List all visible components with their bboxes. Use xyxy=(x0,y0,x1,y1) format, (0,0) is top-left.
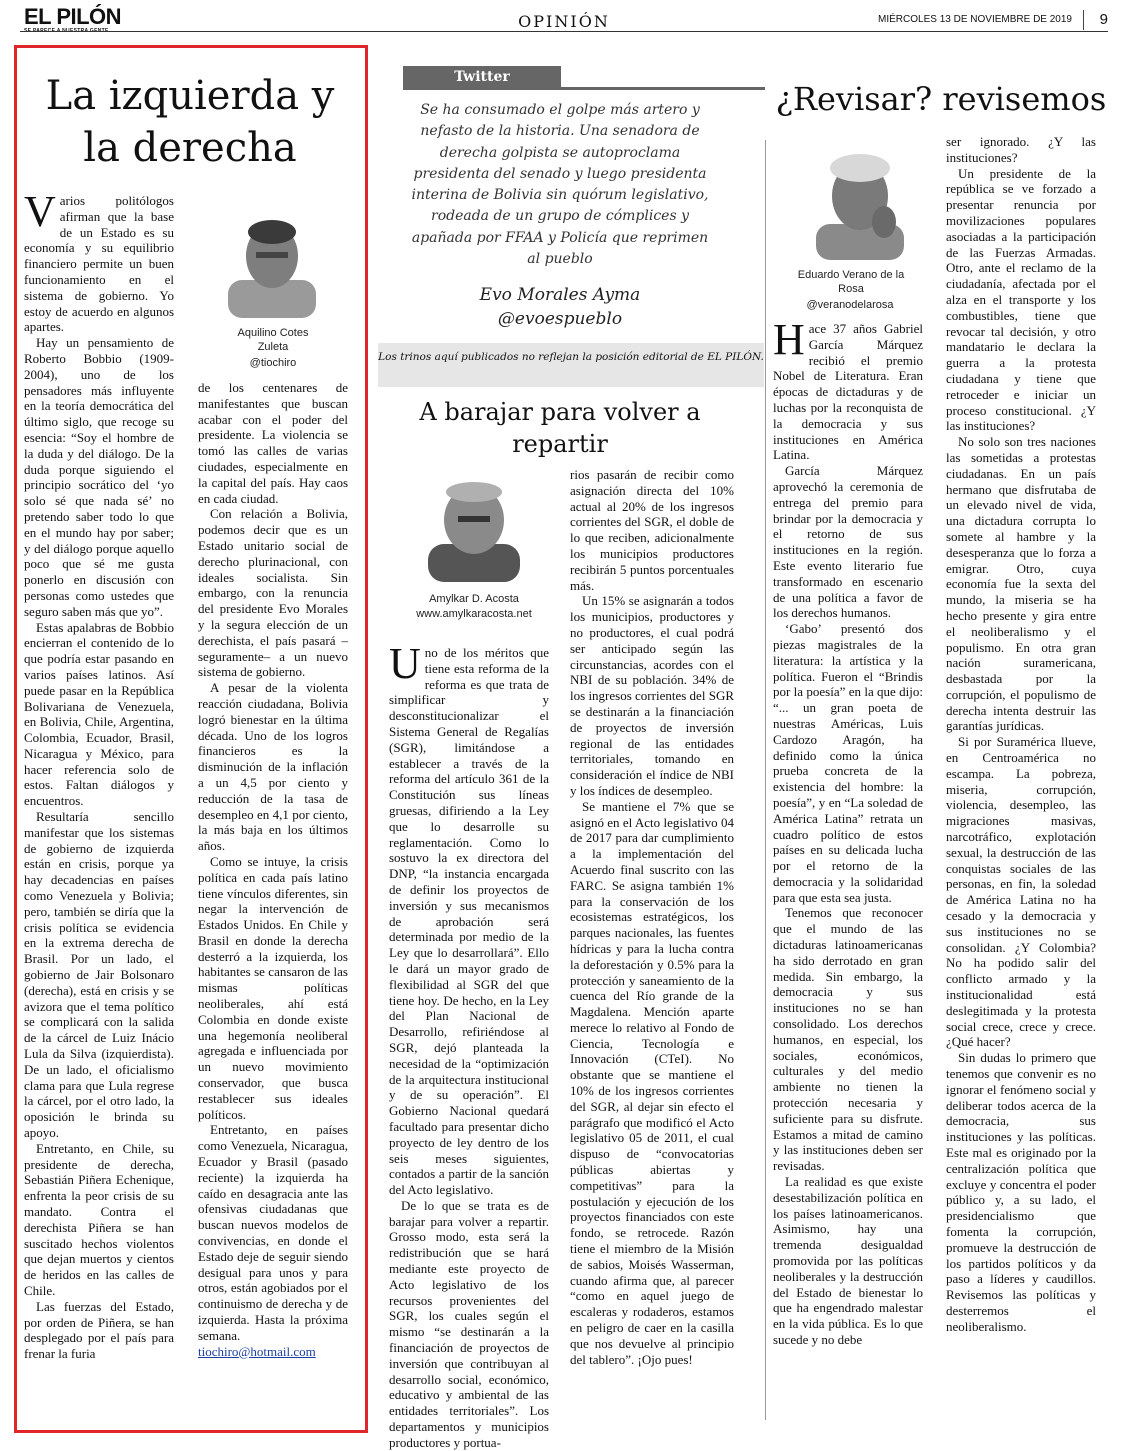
tweet-author-name: Evo Morales Ayma xyxy=(479,285,641,305)
article3-paragraph: García Márquez aprovechó la ceremonia de entrega del premio para brindar por la democracia y el retorno de sus instituciones en la región. Este evento literario fue transformado en escenario de una política a favor de los derechos humanos. xyxy=(773,463,923,621)
section-title: OPINIÓN xyxy=(518,12,610,31)
article3-author-handle: @veranodelarosa xyxy=(806,299,894,311)
article2-title: A barajar para volver a repartir xyxy=(419,398,701,458)
header-divider xyxy=(1083,10,1084,30)
issue-date: MIÉRCOLES 13 DE NOVIEMBRE DE 2019 xyxy=(878,14,1072,25)
article2-author-name: Amylkar D. Acosta xyxy=(429,593,519,605)
column-rule xyxy=(765,140,766,1420)
article3-paragraph: ser ignorado. ¿Y las instituciones? xyxy=(946,134,1096,165)
article1-paragraph: Las fuerzas del Estado, por orden de Piñera, se han desplegado por el país para frenar la furia xyxy=(24,1298,174,1362)
article2-author-photo xyxy=(424,470,524,582)
twitter-tab: Twitter xyxy=(403,66,561,88)
article1-paragraph: Varios politólogos afirman que la base de un Estado es su economía y su equilibrio financiero permite un buen funcionamiento en el sistema de gobierno. Yo estoy de acuerdo en algunos apartes. xyxy=(24,187,174,335)
article2-column-1 xyxy=(389,639,549,1451)
tweet-text: Se ha consumado el golpe más artero y nefasto de la historia. Una senadora de derecha golpista se autoproclama presidenta del senado y luego presidenta interina de Bolivia sin quórum legislativo, rodeada de un grupo de cómplices y apañada por FFAA y Policía que reprimen al pueblo xyxy=(411,102,709,268)
article3-column-1 xyxy=(773,315,923,1348)
article1-paragraph: Entretanto, en Chile, su presidente de derecha, Sebastián Piñera Echenique, enfrenta la peor crisis de su mandato. Contra el derechista Piñera se han suscitado hechos violentos que dejan muertos y cientos de heridos en las calles de Chile. xyxy=(24,1140,174,1298)
article1-paragraph: Como se intuye, la crisis política en cada país latino tiene vínculos diferentes, sin negar la intervención de Estados Unidos. En Chile y Brasil en donde la derecha desterró a la izquierda, los habitantes se cansaron de las mismas políticas neoliberales, ahí está Colombia en donde existe una hegemonía neoliberal agregada e influenciada por un nuevo movimiento conservador, que busca restablecer sus ideales políticos. xyxy=(198,853,348,1122)
tweet-author xyxy=(410,283,710,331)
drop-cap: U xyxy=(389,639,421,688)
article1-paragraph: de los centenares de manifestantes que buscan acabar con el poder del presidente. La violencia se tomó las calles de varias ciudades, especialmente en la capital del país. Hay caos en cada ciudad. xyxy=(198,380,348,506)
article1-paragraph: Entretanto, en países como Venezuela, Nicaragua, Ecuador y Brasil (pasado reciente) la izquierda ha caído en desagracia ante las ofensivas ciudadanas que buscan nuevos modelos de convivencias, en donde el Estado deje de seguir siendo desigual para unos y para otros, están agobiados por el continuismo de derecha y de izquierda. Hasta la próxima semana. tiochiro@hotmail.com xyxy=(198,1122,348,1359)
page-number: 9 xyxy=(1099,11,1108,28)
article3-author-name: Eduardo Verano de la Rosa xyxy=(797,269,905,295)
article3-paragraph: ‘Gabo’ presentó dos piezas magistrales de la literatura: la artística y la política. Fueron el “Brindis por la poesía” en la que dijo: “... un gran poeta de nuestras Américas, Luis Cardozo Aragón, ha definido como la única prueba concreta de la existencia del hombre: la poesía”, y en “La soledad de América Latina” retrata un cuadro político de estos países en su delicada lucha por el retorno de la democracia y la solidaridad para que esta sea justa. xyxy=(773,621,923,905)
article1-column-2 xyxy=(198,380,348,1359)
twitter-disclaimer: Los trinos aquí publicados no reflejan la posición editorial de EL PILÓN. xyxy=(378,343,764,387)
article1-column-1 xyxy=(24,187,174,1362)
article3-paragraph: La realidad es que existe desestabilización política en los países latinoamericanos. Asimismo, hay una tremenda desigualdad promovida por las políticas neoliberales y la destrucción del Estado de bienestar lo que ha engendrado malestar en la vida pública. Es lo que sucede y no debe xyxy=(773,1174,923,1347)
article3-title: ¿Revisar? revisemos xyxy=(775,80,1107,118)
logo: EL PILÓN xyxy=(24,4,122,29)
article2-paragraph: De lo que se trata es de barajar para volver a repartir. Grosso modo, esta será la redistribución que se hará mediante este proyecto de Acto legislativo de los recursos provenientes del SGR, los cuales según el mismo “se destinarán a la financiación de proyectos de inversión que contribuyan al desarrollo social, económico, educativo y ambiental de las entidades territoriales”. Los departamentos y municipios productores y portua- xyxy=(389,1197,549,1450)
article2-paragraph: Un 15% se asignarán a todos los municipios, productores y no productores, el cual podrá ser anticipado según las circunstancias, acordes con el NBI de su población. 34% de los ingresos corrientes del SGR se destinarán a la financiación de proyectos de inversión regional de las entidades territoriales, tomando en consideración el índice de NBI y los índices de desempleo. xyxy=(570,593,734,798)
article3-paragraph: Hace 37 años Gabriel García Márquez recibió el premio Nobel de Literatura. Eran épocas de dictaduras y de luchas por la reconquista de la democracia y sus instituciones en América Latina. xyxy=(773,315,923,463)
article1-paragraph: A pesar de la violenta reacción ciudadana, Bolivia logró bienestar en la última década. Uno de los logros financieros es la disminución de la inflación a un 4,5 por ciento y reducción de la tasa de desempleo en 4,1 por ciento, la más baja en los últimos años. xyxy=(198,680,348,854)
article1-author-photo xyxy=(226,208,318,318)
article1-title: La izquierda y la derecha xyxy=(45,73,335,171)
article2-author-site[interactable]: www.amylkaracosta.net xyxy=(416,608,532,620)
article1-author-handle: @tiochiro xyxy=(249,357,297,369)
article1-paragraph: Estas apalabras de Bobbio encierran el contenido de lo que podría estar pasando en varios países latinos. Así puede pasar en la República Bolivariana de Venezuela, en Bolivia, Chile, Argentina, Colombia, Ecuador, Brasil, Nicaragua y México, para hacer referencia solo de estos. Faltan diálogos y encuentros. xyxy=(24,619,174,809)
article1-author-name: Aquilino Cotes Zuleta xyxy=(237,327,309,353)
article1-paragraph: Resultaría sencillo manifestar que los sistemas de gobierno de izquierda están en crisis, porque ya hay decadencias en países como Venezuela y Bolivia; pero, también se diría que la crisis política se evidencia en la extrema derecha de Brasil. Por un lado, el gobierno de Jair Bolsonaro (derecha), está en crisis y se avizora que el tema político se complicará con la salida de la cárcel de Luiz Inácio Lula da Silva (izquierdista). De un lado, el oficialismo clama para que Lula regrese la cárcel, por el otro lado, la oposición le brinda su apoyo. xyxy=(24,809,174,1141)
article1-paragraph: Con relación a Bolivia, podemos decir que es un Estado unitario social de derecho plurinacional, con ideales socialista. Sin embargo, con la renuncia del presidente Evo Morales y la segura elección de un derechista, el país pasará –seguramente– a un nuevo sistema de gobierno. xyxy=(198,506,348,680)
article3-author-photo xyxy=(810,140,910,260)
article2-paragraph: rios pasarán de recibir como asignación directa del 10% actual al 20% de los ingresos corrientes del SGR, el doble de lo que reciben, adicionalmente los municipios productores recibirán 5 puntos porcentuales más. xyxy=(570,467,734,593)
article3-paragraph: Un presidente de la república se ve forzado a presentar renuncia por movilizaciones populares asociadas a la participación de las Fuerzas Armadas. Otro, ante el reclamo de la ciudadanía, afectada por el alza en el transporte y los combustibles, tiene que revocar tal decisión, y otro mandatario le declara la guerra a la protesta ciudadana y tiene que retroceder e iniciar un proceso constitucional. ¿Y las instituciones? xyxy=(946,165,1096,434)
article3-paragraph: Tenemos que reconocer que el mundo de las dictaduras latinoamericanas ha sido derrotado en gran medida. Sin embargo, la democracia y sus instituciones no se han consolidado. Los derechos humanos, en especial, los sociales, económicos, culturales y del medio ambiente no tienen la protección necesaria y suficiente para su disfrute. Estamos a mitad de camino y las instituciones deben ser revisadas. xyxy=(773,905,923,1174)
drop-cap: H xyxy=(773,315,805,364)
article2-paragraph: Uno de los méritos que tiene esta reforma de la reforma es que trata de simplificar y desconstitucionalizar el Sistema General de Regalías (SGR), limitándose a establecer a través de la reforma del artículo 361 de la Constitución sus líneas gruesas, difiriendo a la Ley que lo desarrolle su reglamentación. Como lo sostuvo la ex directora del DNP, “la instancia encargada de definir los proyectos de inversión y sus mecanismos de aprobación será determinada por medio de la Ley que lo desarrollará”. Ello le dará un mayor grado de flexibilidad al SGR del que tiene hoy. De hecho, en la Ley del Plan Nacional de Desarrollo, refiriéndose al SGR, dejó planteada la necesidad de la “optimización de la arquitectura institucional y de su operación”. El Gobierno Nacional quedará facultado para presentar dicho proyecto de ley dentro de los seis meses siguientes, contados a partir de la sanción del Acto legislativo. xyxy=(389,639,549,1198)
article2-paragraph: Se mantiene el 7% que se asignó en el Acto legislativo 04 de 2017 para dar cumplimiento a la implementación del Acuerdo final suscrito con las FARC. Se asigna también 1% para la conservación de los ecosistemas estratégicos, los parques nacionales, las fuentes hídricas y para la lucha contra la deforestación y 0.5% para la protección y saneamiento de la cuenca del Río grande de la Magdalena. Mención aparte merece lo relativo al Fondo de Ciencia, Tecnología e Innovación (CTeI). No obstante que se mantiene el 10% de los ingresos corrientes del SGR, al dejar sin efecto el parágrafo que modificó el Acto legislativo 05 de 2011, el cual dispuso de “convocatorias públicas abiertas y competitivas” para la postulación y ejecución de los proyectos financiados con este fondo, se retrocede. Razón tiene el miembro de la Misión de sabios, Moisés Wasserman, cuando afirma que, al parecer “como en aquel juego de escaleras y rodaderos, estamos en peligro de caer en la casilla que nos devuelve al principio del tablero”. ¡Ojo pues! xyxy=(570,798,734,1367)
header-rule xyxy=(20,31,1108,32)
drop-cap: V xyxy=(24,187,56,236)
article3-paragraph: Si por Suramérica llueve, en Centroamérica no escampa. La pobreza, miseria, corrupción, violencia, desempleo, las migraciones masivas, narcotráfico, explotación sexual, la destrucción de las conquistas sociales de las personas, en fin, la soledad de América Latina no ha cesado y la democracia y sus instituciones no se consolidan. ¿Y Colombia? No ha podido salir del conflicto armado y la institucionalidad está deslegitimada y la protesta social crece, crece y crece. ¿Qué hacer? xyxy=(946,734,1096,1050)
author-email-link[interactable]: tiochiro@hotmail.com xyxy=(198,1343,316,1359)
article3-paragraph: No solo son tres naciones las sometidas a protestas ciudadanas. En un país hermano que disfrutaba de un elevado nivel de vida, una dictadura corrupta lo somete al hambre y la desesperanza que lo forza a emigrar. Otro, cuya economía fue la sexta del mundo, la miseria se ha hecho presente y gira entre el neoliberalismo y el populismo. En otra gran nación suramericana, desbastada por la corrupción, el populismo de derecha intenta destruir las garantías jurídicas. xyxy=(946,434,1096,734)
article3-paragraph: Sin dudas lo primero que tenemos que convenir es no ignorar el fenómeno social y deliberar todos acerca de la democracia, sus instituciones y las políticas. Este mal es originado por la centralización política que excluye y concentra el poder público y, a su lado, el presidencialismo que fomenta la corrupción, promueve la destrucción de los partidos políticos y da paso a líderes y caudillos. Revisemos las políticas y desterremos el neoliberalismo. xyxy=(946,1050,1096,1334)
article1-paragraph: Hay un pensamiento de Roberto Bobbio (1909-2004), uno de los pensadores más influyente en la teoría democrática del último siglo, que recoge su esencia: “Soy el hombre de la duda y del diálogo. De la duda porque siguiendo el principio socrático del ‘yo solo sé que nada sé’ no pretendo saber todo lo que en el mundo hay por saber; y del diálogo porque aquello poco que sé me gusta ponerlo en discusión con personas como ustedes que seguro saben más que yo”. xyxy=(24,335,174,619)
twitter-rule xyxy=(403,87,765,90)
article2-column-2 xyxy=(570,467,734,1367)
tweet-author-handle: @evoespueblo xyxy=(497,309,623,329)
article3-column-2 xyxy=(946,134,1096,1335)
